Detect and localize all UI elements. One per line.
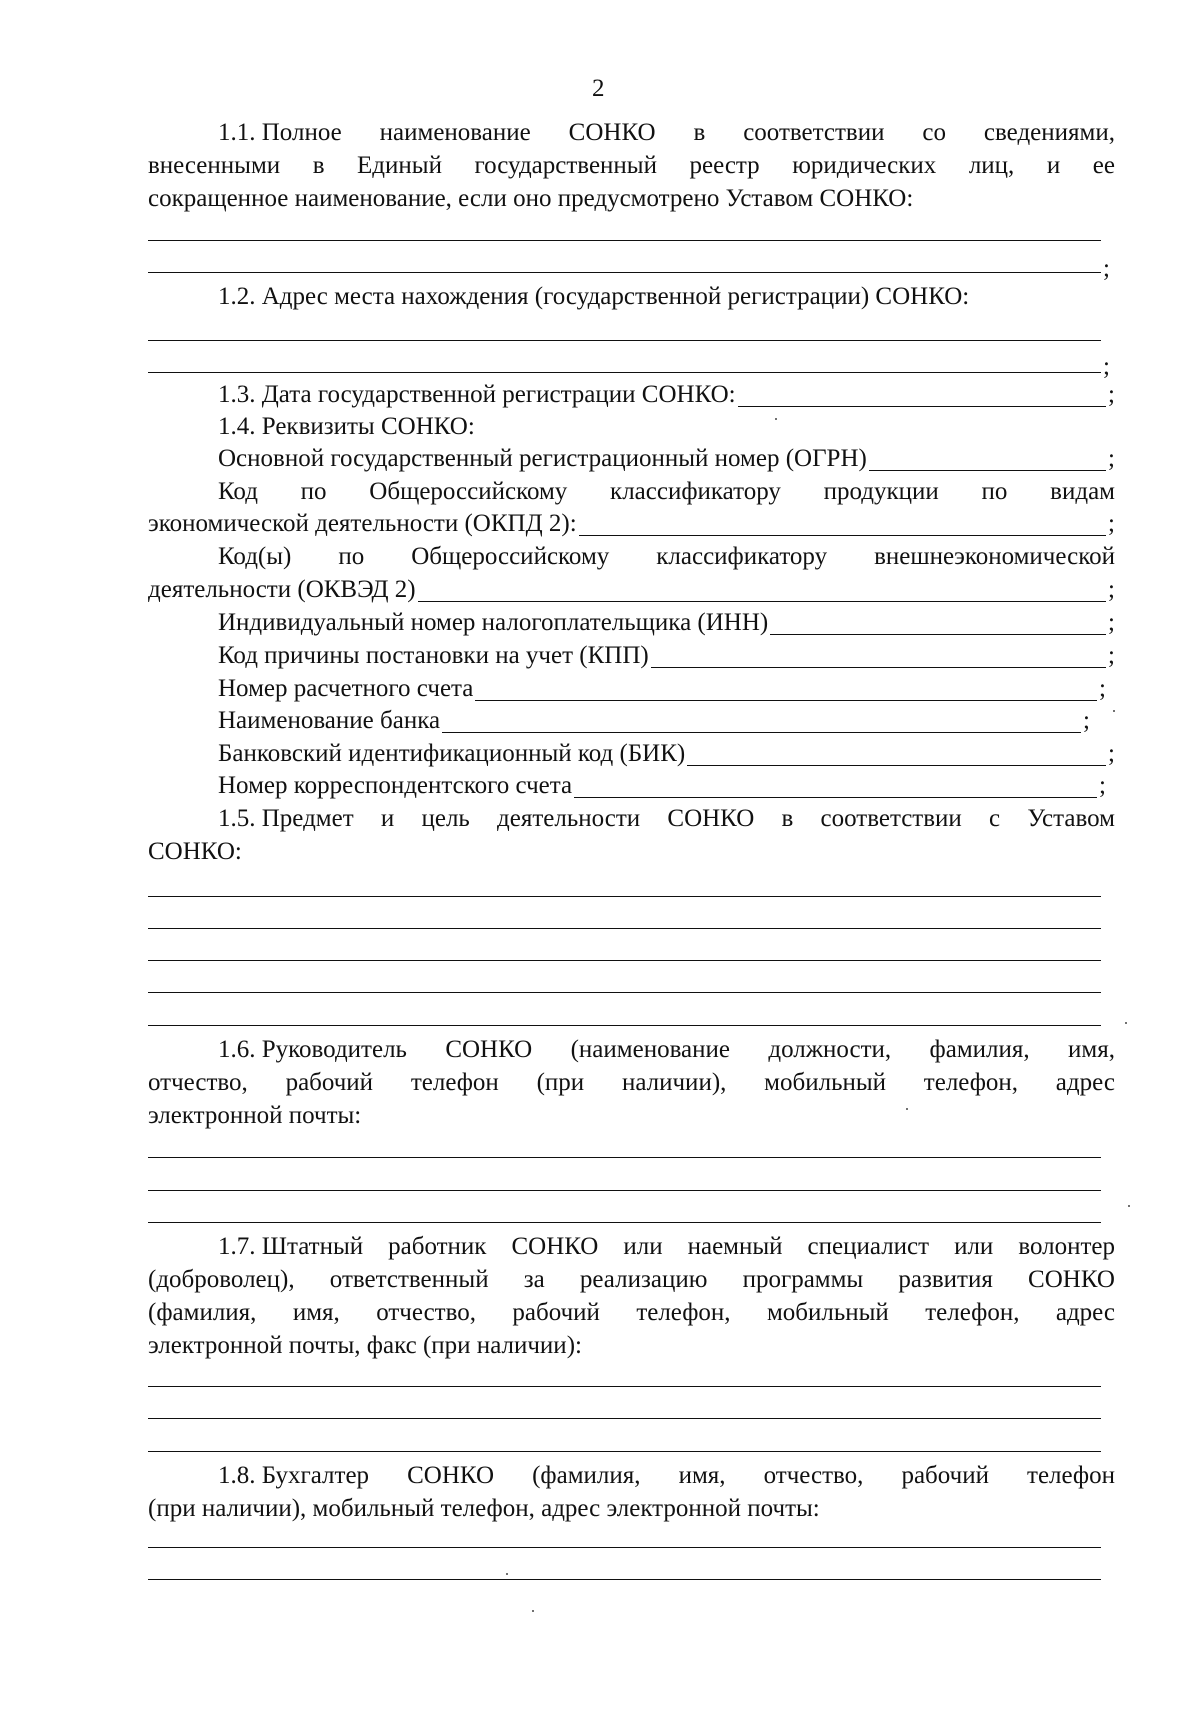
semicolon: ; bbox=[1108, 642, 1115, 669]
semicolon: ; bbox=[1103, 255, 1110, 282]
word: СОНКО bbox=[667, 805, 755, 832]
blank-line[interactable] bbox=[148, 1386, 1101, 1387]
semicolon: ; bbox=[1108, 576, 1115, 603]
scan-speck bbox=[1113, 710, 1115, 712]
blank-field[interactable] bbox=[579, 517, 1106, 536]
field-okved-line-1 bbox=[218, 544, 1115, 569]
word: развития bbox=[898, 1266, 993, 1293]
word: 1.6. Руководитель bbox=[218, 1036, 407, 1063]
word: СОНКО bbox=[511, 1233, 599, 1260]
word: 1.5. Предмет bbox=[218, 805, 354, 832]
word: соответствии bbox=[743, 119, 885, 146]
field-bank[interactable] bbox=[218, 708, 1090, 733]
field-label: деятельности (ОКВЭД 2) bbox=[148, 576, 416, 603]
word: рабочий bbox=[901, 1462, 989, 1489]
word: СОНКО bbox=[568, 119, 656, 146]
section-1-2-label: 1.2. Адрес места нахождения (государственной регистрации) СОНКО: bbox=[218, 283, 970, 310]
word: по bbox=[338, 543, 365, 570]
field-label: Наименование банка bbox=[218, 707, 441, 734]
word: ее bbox=[1092, 152, 1115, 179]
blank-line[interactable] bbox=[148, 372, 1101, 373]
word: телефон bbox=[1027, 1462, 1115, 1489]
field-okved[interactable] bbox=[148, 577, 1115, 602]
word: рабочий bbox=[285, 1069, 374, 1096]
word: волонтер bbox=[1018, 1233, 1115, 1260]
section-1-7-line-4: электронной почты, факс (при наличии): bbox=[148, 1332, 582, 1359]
blank-line[interactable] bbox=[148, 1157, 1101, 1158]
section-1-8-line-2: (при наличии), мобильный телефон, адрес электронной почты: bbox=[148, 1495, 820, 1522]
field-okpd[interactable] bbox=[148, 511, 1115, 536]
scan-speck bbox=[1125, 1022, 1127, 1024]
section-1-6-line-3: электронной почты: bbox=[148, 1102, 362, 1129]
word: Общероссийскому bbox=[369, 478, 568, 505]
blank-field[interactable] bbox=[418, 583, 1106, 602]
field-bik[interactable] bbox=[218, 741, 1115, 766]
blank-field[interactable] bbox=[770, 616, 1106, 635]
field-ogrn[interactable] bbox=[218, 446, 1115, 471]
word: реализацию bbox=[579, 1266, 708, 1293]
blank-field[interactable] bbox=[442, 714, 1081, 733]
blank-field[interactable] bbox=[687, 747, 1106, 766]
word: классификатору bbox=[656, 543, 828, 570]
word: (фамилия, bbox=[148, 1299, 257, 1326]
scan-speck bbox=[532, 1610, 534, 1612]
section-1-1-line-1 bbox=[218, 120, 1115, 145]
word: классификатору bbox=[610, 478, 781, 505]
word: продукции bbox=[823, 478, 939, 505]
word: со bbox=[922, 119, 946, 146]
section-1-5-line-2: СОНКО: bbox=[148, 838, 242, 865]
blank-line[interactable] bbox=[148, 272, 1101, 273]
word: внешнеэкономической bbox=[874, 543, 1115, 570]
word: телефон bbox=[410, 1069, 499, 1096]
word: цель bbox=[421, 805, 470, 832]
section-1-7-line-1 bbox=[218, 1234, 1115, 1259]
field-inn[interactable] bbox=[218, 610, 1115, 635]
word: фамилия, bbox=[929, 1036, 1030, 1063]
field-okpd-line-1 bbox=[218, 479, 1115, 504]
word: наемный bbox=[687, 1233, 783, 1260]
blank-line[interactable] bbox=[148, 240, 1101, 241]
blank-line[interactable] bbox=[148, 1025, 1101, 1026]
word: мобильный bbox=[764, 1069, 887, 1096]
scan-speck bbox=[1128, 1205, 1130, 1207]
section-1-6-line-2 bbox=[148, 1070, 1115, 1095]
blank-field[interactable] bbox=[869, 452, 1106, 471]
semicolon: ; bbox=[1103, 353, 1110, 380]
semicolon: ; bbox=[1108, 510, 1115, 537]
word: за bbox=[523, 1266, 545, 1293]
word: по bbox=[300, 478, 327, 505]
word: имя, bbox=[1068, 1036, 1115, 1063]
word: или bbox=[623, 1233, 663, 1260]
field-account[interactable] bbox=[218, 676, 1106, 701]
word: мобильный bbox=[766, 1299, 889, 1326]
word: 1.7. Штатный bbox=[218, 1233, 364, 1260]
scan-speck bbox=[775, 418, 777, 420]
semicolon: ; bbox=[1083, 707, 1090, 734]
word: (фамилия, bbox=[532, 1462, 641, 1489]
semicolon: ; bbox=[1099, 772, 1106, 799]
word: отчество, bbox=[376, 1299, 476, 1326]
section-1-7-line-2 bbox=[148, 1267, 1115, 1292]
section-1-4-heading: 1.4. Реквизиты СОНКО: bbox=[218, 413, 475, 440]
word: в bbox=[693, 119, 706, 146]
blank-line[interactable] bbox=[148, 1190, 1101, 1191]
field-label: 1.3. Дата государственной регистрации СОНКО: bbox=[218, 381, 736, 408]
word: СОНКО bbox=[407, 1462, 495, 1489]
word: имя, bbox=[678, 1462, 726, 1489]
word: видам bbox=[1050, 478, 1115, 505]
semicolon: ; bbox=[1099, 675, 1106, 702]
word: в bbox=[312, 152, 325, 179]
word: с bbox=[989, 805, 1001, 832]
word: наименование bbox=[379, 119, 531, 146]
word: отчество, bbox=[763, 1462, 864, 1489]
scan-speck bbox=[906, 1108, 908, 1110]
blank-field[interactable] bbox=[738, 388, 1106, 407]
blank-line[interactable] bbox=[148, 896, 1101, 897]
section-1-6-line-1 bbox=[218, 1037, 1115, 1062]
section-1-1-line-2 bbox=[148, 153, 1115, 178]
semicolon: ; bbox=[1108, 445, 1115, 472]
word: специалист bbox=[807, 1233, 930, 1260]
scan-speck bbox=[506, 1573, 508, 1575]
blank-line[interactable] bbox=[148, 1547, 1101, 1548]
word: в bbox=[781, 805, 794, 832]
semicolon: ; bbox=[1108, 609, 1115, 636]
field-label: Индивидуальный номер налогоплательщика (ИНН) bbox=[218, 609, 769, 636]
word: СОНКО bbox=[1028, 1266, 1115, 1293]
field-label: Основной государственный регистрационный номер (ОГРН) bbox=[218, 445, 867, 472]
blank-field[interactable] bbox=[574, 779, 1097, 798]
field-kpp[interactable] bbox=[218, 643, 1115, 668]
field-label: Номер расчетного счета bbox=[218, 675, 474, 702]
word: (наименование bbox=[570, 1036, 730, 1063]
word: или bbox=[954, 1233, 994, 1260]
page-number: 2 bbox=[592, 75, 605, 102]
blank-line[interactable] bbox=[148, 340, 1101, 341]
word: 1.1. Полное bbox=[218, 119, 342, 146]
word: (доброволец), bbox=[148, 1266, 295, 1293]
field-label: экономической деятельности (ОКПД 2): bbox=[148, 510, 577, 537]
word: адрес bbox=[1055, 1299, 1115, 1326]
word: реестр bbox=[689, 152, 760, 179]
field-corr-account[interactable] bbox=[218, 773, 1106, 798]
word: адрес bbox=[1055, 1069, 1115, 1096]
section-1-7-line-3 bbox=[148, 1300, 1115, 1325]
word: и bbox=[1046, 152, 1061, 179]
word: Единый bbox=[357, 152, 442, 179]
section-1-3-registration-date[interactable] bbox=[218, 382, 1115, 407]
blank-field[interactable] bbox=[475, 682, 1097, 701]
word: программы bbox=[742, 1266, 864, 1293]
word: соответствии bbox=[820, 805, 962, 832]
section-1-5-line-1 bbox=[218, 806, 1115, 831]
field-label: Код причины постановки на учет (КПП) bbox=[218, 642, 649, 669]
field-label: Банковский идентификационный код (БИК) bbox=[218, 740, 686, 767]
word: 1.8. Бухгалтер bbox=[218, 1462, 370, 1489]
semicolon: ; bbox=[1108, 381, 1115, 408]
word: отчество, bbox=[148, 1069, 248, 1096]
section-1-1-line-3: сокращенное наименование, если оно предусмотрено Уставом СОНКО: bbox=[148, 185, 914, 212]
semicolon: ; bbox=[1108, 740, 1115, 767]
blank-line[interactable] bbox=[148, 992, 1101, 993]
section-1-8-line-1 bbox=[218, 1463, 1115, 1488]
word: сведениями, bbox=[983, 119, 1115, 146]
word: ответственный bbox=[329, 1266, 489, 1293]
word: СОНКО bbox=[445, 1036, 533, 1063]
word: телефон, bbox=[636, 1299, 731, 1326]
word: Код bbox=[218, 478, 258, 505]
blank-line[interactable] bbox=[148, 1222, 1101, 1223]
field-label: Номер корреспондентского счета bbox=[218, 772, 573, 799]
word: телефон, bbox=[923, 1069, 1019, 1096]
word: лиц, bbox=[968, 152, 1015, 179]
word: Общероссийскому bbox=[411, 543, 610, 570]
blank-line[interactable] bbox=[148, 928, 1101, 929]
word: по bbox=[981, 478, 1008, 505]
word: работник bbox=[388, 1233, 487, 1260]
word: юридических bbox=[792, 152, 937, 179]
word: Уставом bbox=[1027, 805, 1115, 832]
blank-line[interactable] bbox=[148, 1579, 1101, 1580]
word: телефон, bbox=[925, 1299, 1020, 1326]
word: государственный bbox=[474, 152, 657, 179]
word: внесенными bbox=[148, 152, 281, 179]
word: деятельности bbox=[497, 805, 641, 832]
blank-line[interactable] bbox=[148, 960, 1101, 961]
word: имя, bbox=[292, 1299, 340, 1326]
word: и bbox=[380, 805, 395, 832]
blank-field[interactable] bbox=[651, 649, 1106, 668]
word: наличии), bbox=[621, 1069, 727, 1096]
word: рабочий bbox=[512, 1299, 600, 1326]
word: (при bbox=[536, 1069, 585, 1096]
blank-line[interactable] bbox=[148, 1418, 1101, 1419]
word: Код(ы) bbox=[218, 543, 292, 570]
word: должности, bbox=[768, 1036, 892, 1063]
blank-line[interactable] bbox=[148, 1451, 1101, 1452]
